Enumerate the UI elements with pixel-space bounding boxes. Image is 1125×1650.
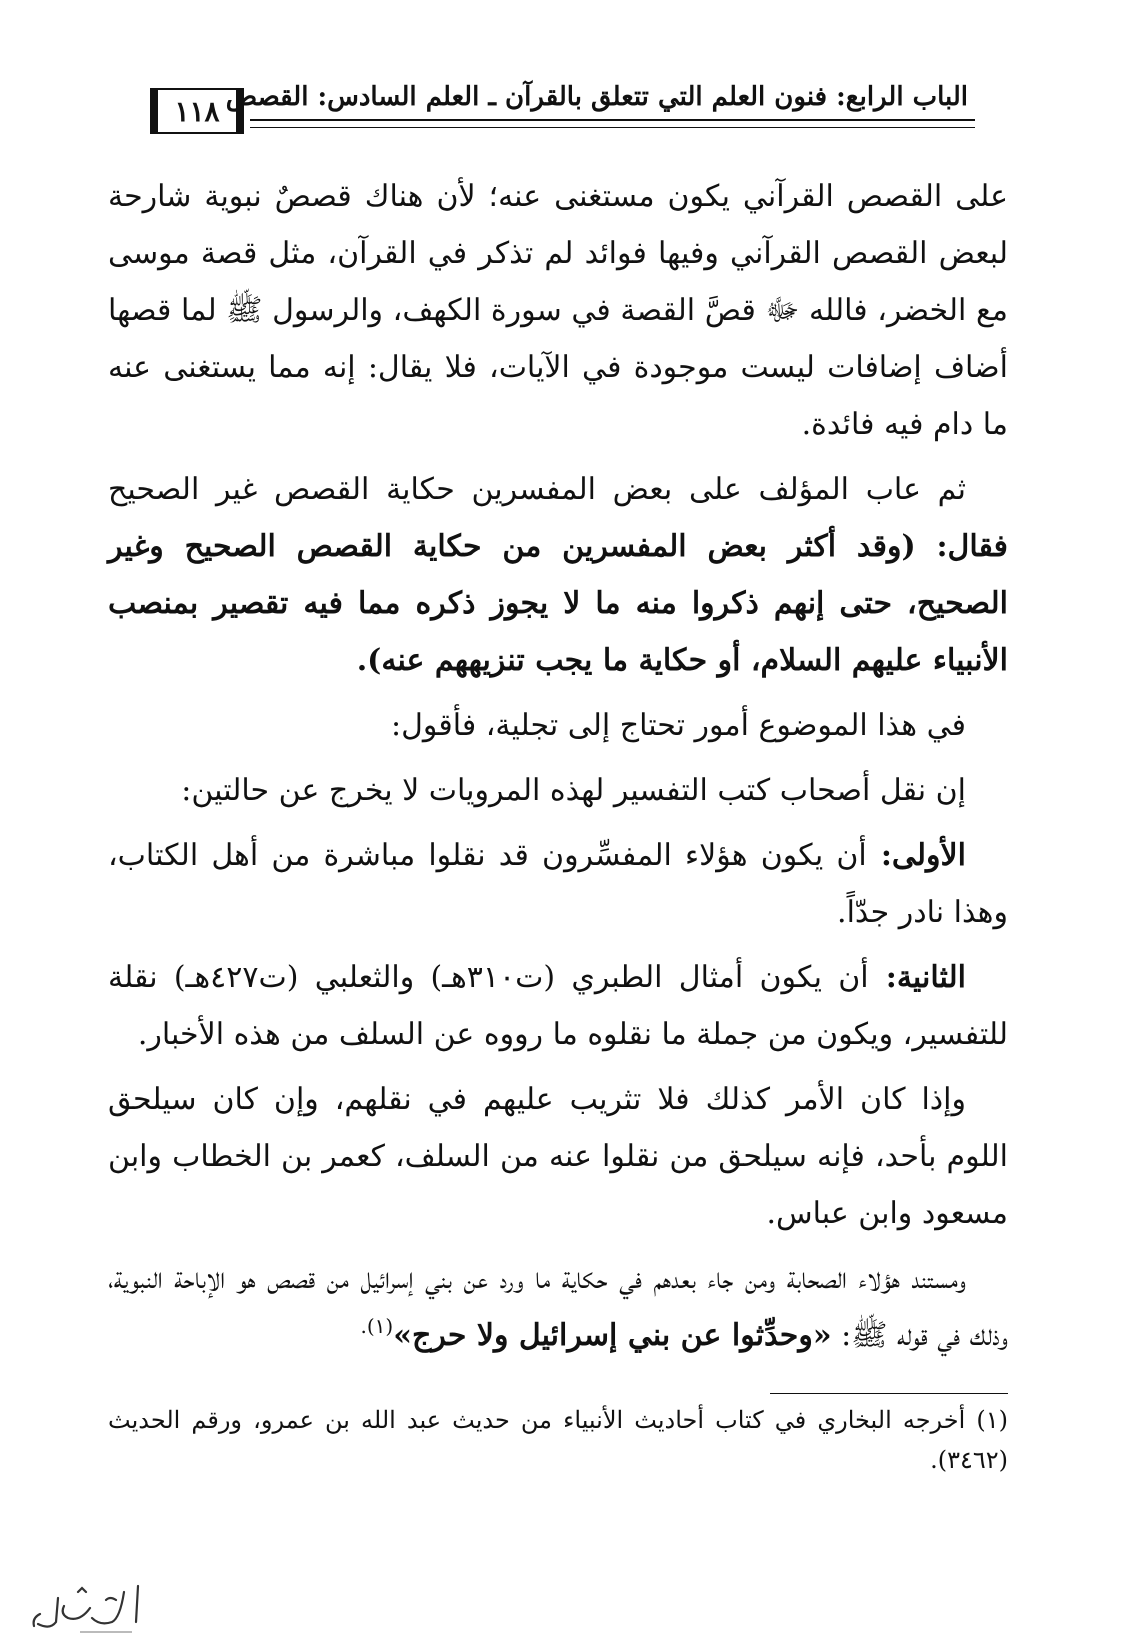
bold-text: الأولى: [866,838,966,873]
page-number-badge [150,88,244,134]
footnote-separator [770,1393,1008,1394]
body-text [108,168,1008,1372]
header-rule-thin [250,127,975,128]
paragraph [108,461,1008,689]
paragraph [108,1071,1008,1242]
running-header-title: الباب الرابع: فنون العلم التي تتعلق بالقرآن ـ العلم السادس: القصص [225,82,968,112]
bold-text: فقال: (وقد أكثر بعض المفسرين من حكاية القصص الصحيح وغير الصحيح، حتى إنهم ذكروا منه ما لا يجوز ذكره مما فيه تقصير بمنصب الأنبياء عليهم السلام، أو حكاية ما يجب تنزيههم عنه). [108,529,1008,678]
paragraph [108,949,1008,1063]
text-span: على القصص القرآني يكون مستغنى عنه؛ لأن هناك قصصٌ نبوية شارحة لبعض القصص القرآني وفيها فوائد لم تذكر في القرآن، مثل قصة موسى مع الخضر، فالله ﷻ قصَّ القصة في سورة الكهف، والرسول ﷺ لما قصها أضاف إضافات ليست موجودة في الآيات، فلا يقال: إنه مما يستغنى عنه ما دام فيه فائدة. [108,179,1008,442]
bold-text: الثانية: [868,960,966,995]
paragraph [108,1250,1008,1364]
text-span: في هذا الموضوع أمور تحتاج إلى تجلية، فأقول: [390,708,966,743]
paragraph [108,168,1008,453]
text-span: (١). [360,1314,394,1338]
text-span: وإذا كان الأمر كذلك فلا تثريب عليهم في نقلهم، وإن كان سيلحق اللوم بأحد، فإنه سيلحق من نقلوا عنه من السلف، كعمر بن الخطاب وابن مسعود وابن عباس. [108,1082,1008,1231]
publisher-logo-icon [20,1578,150,1638]
header-rule-thick [250,119,975,121]
text-span: ثم عاب المؤلف على بعض المفسرين حكاية القصص غير الصحيح [108,472,966,507]
text-span: أن يكون أمثال الطبري (ت٣١٠هـ) والثعلبي (ت٤٢٧هـ) نقلة للتفسير، ويكون من جملة ما نقلوه ما رووه عن السلف من هذه الأخبار. [108,960,1008,1052]
page-number: ١١٨ [174,94,220,128]
text-span: إن نقل أصحاب كتب التفسير لهذه المرويات لا يخرج عن حالتين: [181,773,966,808]
paragraph [108,762,1008,819]
footnote-1: (١) أخرجه البخاري في كتاب أحاديث الأنبياء من حديث عبد الله بن عمرو، ورقم الحديث (٣٤٦٢). [108,1406,1008,1474]
text-span: ومستند هؤلاء الصحابة ومن جاء بعدهم في حكاية ما ورد عن بني إسرائيل من قصص هو الإباحة النبوية، وذلك في قوله ﷺ: [108,1261,1008,1353]
text-span: أن يكون هؤلاء المفسِّرون قد نقلوا مباشرة من أهل الكتاب، وهذا نادر جدّاً. [108,838,1008,930]
paragraph [108,697,1008,754]
bold-text: «وحدِّثوا عن بني إسرائيل ولا حرج» [393,1318,832,1353]
paragraph [108,827,1008,941]
